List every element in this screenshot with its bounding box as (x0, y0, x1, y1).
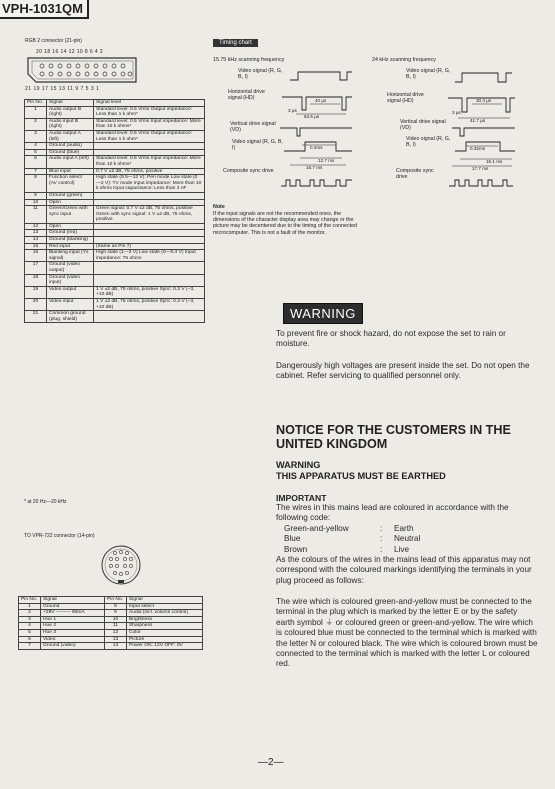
model-number: VPH-1031QM (0, 0, 89, 19)
table-cell: 13 (25, 230, 47, 237)
table-cell: Ground (red) (47, 230, 94, 237)
table-cell (94, 237, 205, 244)
timing-waveforms (0, 0, 555, 200)
table-cell: Input select (127, 603, 203, 610)
table-row (25, 299, 205, 311)
table-row (19, 623, 203, 630)
table-cell: Open (47, 223, 94, 230)
table-cell: Picture (127, 636, 203, 643)
left-hd-label: Horizontal drive signal (HD) (228, 89, 265, 102)
right-video-label: Video signal (R, G, B, I) (406, 68, 451, 81)
separator: : (380, 524, 383, 533)
table-cell: Video input (47, 299, 94, 311)
table-row (25, 243, 205, 250)
table-cell: Video (41, 636, 105, 643)
table-row (25, 274, 205, 286)
table-cell: Common ground (plug, shield) (47, 311, 94, 323)
table-cell: Blanking input (Ys signal) (47, 250, 94, 262)
table-cell: 3 (19, 616, 41, 623)
table-cell: 2 (25, 118, 47, 130)
notice-important: IMPORTANT (276, 493, 327, 503)
vpr-connector-title: TO VPR-722 connector (14-pin) (24, 533, 95, 539)
table-cell: Standard level: 0.5 Vrms Output impedance: Less than 1 k ohm* (94, 106, 205, 118)
rgb-bottom-numbers: 21 19 17 15 13 11 9 7 5 3 1 (25, 86, 100, 92)
right-freq-heading: 24 kHz scanning frequency (372, 57, 436, 63)
table-row (25, 206, 205, 224)
table-cell (94, 262, 205, 274)
table-cell: High state (9.5—12 V): Peri mode Low state (0—2 V): TV mode Input impedance: More than 10 k ohms Input capacitance: Less than 2 nF (94, 175, 205, 193)
table-cell: 16 (25, 250, 47, 262)
wire-color: Blue (284, 534, 301, 544)
table-cell: Ground (audio) (47, 143, 94, 150)
right-3us-label: 3 µs (452, 110, 461, 115)
left-40us-label: 40 µs (315, 98, 327, 103)
table-cell: Red input (47, 243, 94, 250)
table-cell: Ground (video input) (47, 274, 94, 286)
table-cell: 8 (105, 603, 127, 610)
table-row (19, 629, 203, 636)
table-cell: Function select (AV control) (47, 175, 94, 193)
table-cell: Audio input A (left) (47, 156, 94, 168)
table-row (25, 286, 205, 298)
table-cell: Ground (video output) (47, 262, 94, 274)
table-cell: Ground (41, 603, 105, 610)
table-row (19, 616, 203, 623)
table-cell (94, 311, 205, 323)
table-cell: 4 (19, 623, 41, 630)
notice-intro: The wires in this mains lead are coloured in accordance with the following code: (276, 503, 509, 523)
right-304us-label: 30.4 µs (476, 98, 492, 103)
right-vd-label: Vertical drive signal (VD) (400, 119, 446, 132)
table-row (25, 237, 205, 244)
table-cell: Green signal: 0.7 V ±2 dB, 75 ohms, positive Green with sync signal: 1 V ±2 dB, 75 ohms, positive (94, 206, 205, 224)
wire-color: Brown (284, 544, 308, 554)
table-header: Signal (41, 597, 105, 604)
table-cell: 14 (105, 643, 127, 650)
left-video-rgb-label: Video signal (R, G, B, I) (232, 139, 283, 152)
table-cell: Ground (blue) (47, 149, 94, 156)
right-video-rgb-label: Video signal (R, G, B, I) (406, 136, 451, 149)
table-row (19, 643, 203, 650)
table-cell: 17 (25, 262, 47, 274)
table-cell: 12 (105, 629, 127, 636)
table-cell: 7 (25, 168, 47, 175)
left-02ms-label: 0.2ms (310, 145, 323, 150)
table-cell: Standard level: 0.5 Vrms Output impedance: Less than 1 k ohm* (94, 130, 205, 142)
note-heading: Note (213, 204, 225, 210)
table-cell: 15 (25, 243, 47, 250)
notice-title: NOTICE FOR THE CUSTOMERS IN THE UNITED KINGDOM (276, 423, 511, 451)
notice-paragraph-1: As the colours of the wires in the mains lead of this apparatus may not correspond with the coloured markings identifying the terminals in your plug proceed as follows: (276, 555, 532, 585)
table-cell: Open (47, 199, 94, 206)
rgb-top-numbers: 20 18 16 14 12 10 8 6 4 2 (36, 49, 103, 55)
table-cell: 1 (25, 106, 47, 118)
table-cell: Audio (incl. volume control) (127, 610, 203, 617)
right-hd-label: Horizontal drive signal (HD) (387, 92, 424, 105)
table-cell: 9 (25, 192, 47, 199)
table-cell: Standard level: 0.5 Vrms Input impedance: More than 10 k ohms* (94, 118, 205, 130)
table-header: Pin No. (19, 597, 41, 604)
table-cell: Hue 1 (41, 616, 105, 623)
list-item (284, 524, 484, 534)
right-161ms-label: 16.1 ms (486, 159, 503, 164)
left-video-label: Video signal (R, G, B, I) (238, 68, 283, 81)
left-vd-label: Vertical drive signal (VD) (230, 121, 276, 134)
table-cell (94, 223, 205, 230)
warning-text-1: To prevent fire or shock hazard, do not expose the set to rain or moisture. (276, 329, 506, 349)
table-cell: 4 (25, 143, 47, 150)
list-item (284, 534, 484, 544)
wire-color: Green-and-yellow (284, 524, 349, 533)
table-cell: 19 (25, 286, 47, 298)
right-032ms-label: 0.32ms (470, 146, 486, 151)
table-cell: 12 (25, 223, 47, 230)
table-header: Signal (47, 100, 94, 107)
page-number: —2— (258, 757, 284, 768)
right-417us-label: 41.7 µs (470, 118, 486, 123)
table-cell: 2 (19, 610, 41, 617)
right-177ms-label: 17.7 ms (472, 166, 489, 171)
table-cell: Video output (47, 286, 94, 298)
table-cell: Blue input (47, 168, 94, 175)
table-cell: 7 (19, 643, 41, 650)
table-cell: 10 (25, 199, 47, 206)
vpr-pin-table (18, 596, 203, 650)
table-cell: Standard level: 0.5 Vrms Input impedance: More than 10 k ohms* (94, 156, 205, 168)
table-cell: 13 (105, 636, 127, 643)
left-167ms-label: 16.7 ms (306, 165, 323, 170)
table-cell: High state (1—3 V) Low state (0—0.4 V) Input impedance: 75 ohms (94, 250, 205, 262)
list-item (284, 545, 484, 555)
table-cell: (Same as Pin 7) (94, 243, 205, 250)
wire-function: Earth (394, 524, 414, 533)
wire-function: Neutral (394, 534, 421, 544)
table-header: Pin No. (105, 597, 127, 604)
table-cell: 6 (25, 156, 47, 168)
separator: : (380, 534, 383, 544)
table-cell (94, 230, 205, 237)
table-cell: Ground (blanking) (47, 237, 94, 244)
table-cell: 5 (25, 149, 47, 156)
timing-chart-title: Timing chart (213, 39, 258, 47)
table-row (19, 610, 203, 617)
table-row (19, 636, 203, 643)
table-cell: Power ON: 12V OFF: 0V (127, 643, 203, 650)
table-cell: 8 (25, 175, 47, 193)
table-cell: Color (127, 629, 203, 636)
table-cell: 1 V ±2 dB, 75 ohms, positive Sync: 0.3 V (−3, +10 dB) (94, 286, 205, 298)
table-cell: Sharpness (127, 623, 203, 630)
left-3us-label: 3 µs (288, 108, 297, 113)
table-cell: 3 (25, 130, 47, 142)
notice-paragraph-2: The wire which is coloured green-and-yellow must be connected to the terminal in the plug which is marked by the letter E or by the safety earth symbol ⏚ or coloured green or green-and-yellow. The wire which is coloured blue must be connected to the terminal which is marked with the letter N or coloured black. The wire which is coloured brown must be connected to the terminal which is marked with the letter L or coloured red. (276, 597, 538, 669)
table-cell: 11 (105, 623, 127, 630)
table-cell: 1 (19, 603, 41, 610)
table-cell: 14 (25, 237, 47, 244)
table-row (25, 250, 205, 262)
table-cell: Hue 3 (41, 629, 105, 636)
table-row (19, 603, 203, 610)
table-row (25, 311, 205, 323)
table-cell: 20 (25, 299, 47, 311)
warning-text-2: Dangerously high voltages are present inside the set. Do not open the cabinet. Refer servicing to qualified personnel only. (276, 361, 530, 381)
table-cell: Audio output A (left) (47, 130, 94, 142)
table-cell: 1 V ±2 dB, 75 ohms, positive Sync: 0.3 V (−3, +10 dB) (94, 299, 205, 311)
table-cell: 0.7 V ±2 dB, 75 ohms, positive (94, 168, 205, 175)
table-cell: +28V ——— 60mA (41, 610, 105, 617)
wire-color-code-list (284, 524, 484, 555)
table-header: Pin No. (25, 100, 47, 107)
table-cell: Hue 2 (41, 623, 105, 630)
table-cell: 10 (105, 616, 127, 623)
left-freq-heading: 15.75 kHz scanning frequency (213, 57, 285, 63)
notice-earthed: THIS APPARATUS MUST BE EARTHED (276, 471, 446, 481)
warning-label: WARNING (283, 303, 363, 324)
table-cell: 9 (105, 610, 127, 617)
table-footnote: * at 20 Hz—20 kHz (24, 499, 67, 505)
notice-warning: WARNING (276, 460, 321, 470)
table-row (25, 223, 205, 230)
din-connector-drawing (100, 544, 142, 586)
table-cell: 18 (25, 274, 47, 286)
left-63us-label: 63.5 µs (304, 114, 320, 119)
table-cell: Brightness (127, 616, 203, 623)
table-cell: Audio output B (right) (47, 106, 94, 118)
left-127ms-label: 12.7 ms (318, 158, 335, 163)
left-composite-label: Composite sync drive (223, 168, 274, 174)
table-cell: Ground (green) (47, 192, 94, 199)
right-composite-label: Composite sync drive (396, 168, 434, 181)
table-cell: 6 (19, 636, 41, 643)
table-row (25, 262, 205, 274)
table-header: Signal (127, 597, 203, 604)
table-cell: Ground (video) (41, 643, 105, 650)
table-row (25, 230, 205, 237)
separator: : (380, 544, 383, 554)
rgb-connector-title: RGB 2 connector (21-pin) (25, 38, 82, 44)
table-header: Signal level (94, 100, 205, 107)
table-cell: 21 (25, 311, 47, 323)
wire-function: Live (394, 544, 410, 554)
table-cell: Green/Green with sync input (47, 206, 94, 224)
table-cell: 11 (25, 206, 47, 224)
note-text: If the input signals are not the recommended ones, the dimensions of the character display area may change or the picture may be decentered due to the timing of the connected microcomputer. This is not a fault of the monitor. (213, 211, 357, 236)
table-cell (94, 274, 205, 286)
table-cell: 5 (19, 629, 41, 636)
table-cell: Audio input B (right) (47, 118, 94, 130)
